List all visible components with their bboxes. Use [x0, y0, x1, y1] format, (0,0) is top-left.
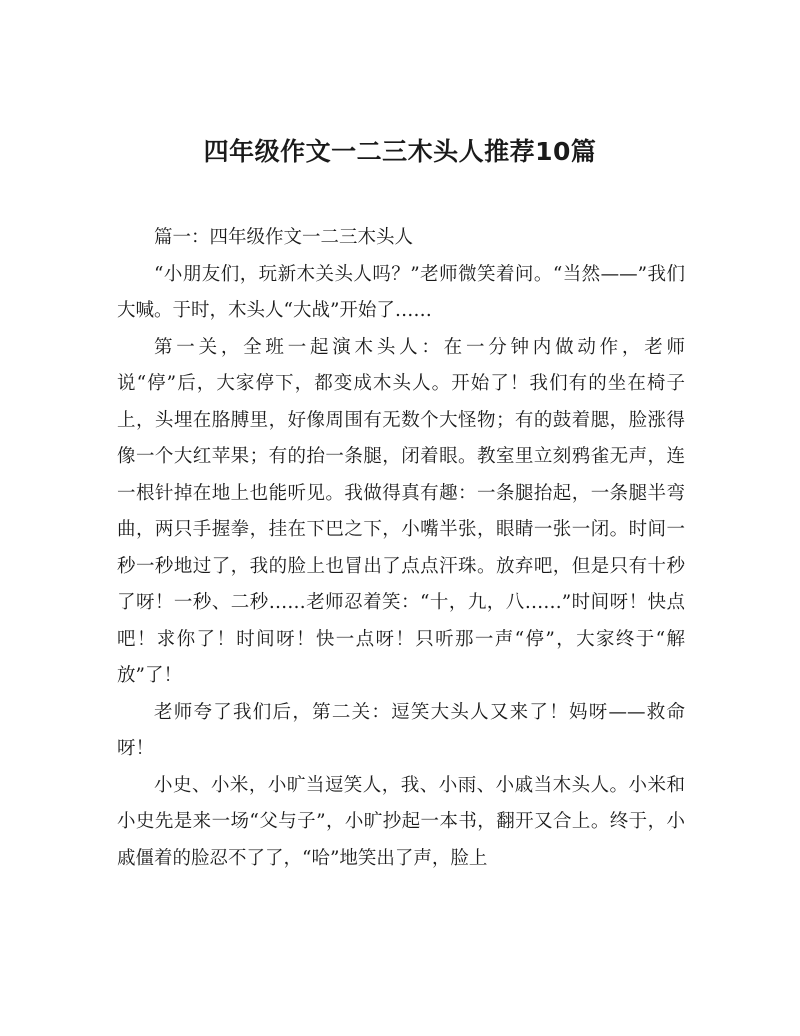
document-body — [117, 220, 685, 877]
body-paragraph: 第一关，全班一起演木头人：在一分钟内做动作，老师说“停”后，大家停下，都变成木头人。开始了！我们有的坐在椅子上，头埋在胳膊里，好像周围有无数个大怪物；有的鼓着腮，脸涨得像一个大红苹果；有的抬一条腿，闭着眼。教室里立刻鸦雀无声，连一根针掉在地上也能听见。我做得真有趣：一条腿抬起，一条腿半弯曲，两只手握拳，挂在下巴之下，小嘴半张，眼睛一张一闭。时间一秒一秒地过了，我的脸上也冒出了点点汗珠。放弃吧，但是只有十秒了呀！一秒、二秒……老师忍着笑：“十，九，八……”时间呀！快点吧！求你了！时间呀！快一点呀！只听那一声“停”，大家终于“解放”了！ — [117, 336, 685, 686]
document-title: 四年级作文一二三木头人推荐10篇 — [203, 137, 597, 166]
body-paragraph: 老师夸了我们后，第二关：逗笑大头人又来了！妈呀——救命呀！ — [117, 701, 685, 759]
section-heading: 篇一：四年级作文一二三木头人 — [154, 227, 414, 248]
body-paragraph: “小朋友们，玩新木关头人吗？”老师微笑着问。“当然——”我们大喊。于时，木头人“大战”开始了…… — [117, 263, 685, 321]
body-paragraph: 小史、小米，小旷当逗笑人，我、小雨、小戚当木头人。小米和小史先是来一场“父与子”，小旷抄起一本书，翻开又合上。终于，小戚僵着的脸忍不了了，“哈”地笑出了声，脸上 — [117, 774, 685, 869]
